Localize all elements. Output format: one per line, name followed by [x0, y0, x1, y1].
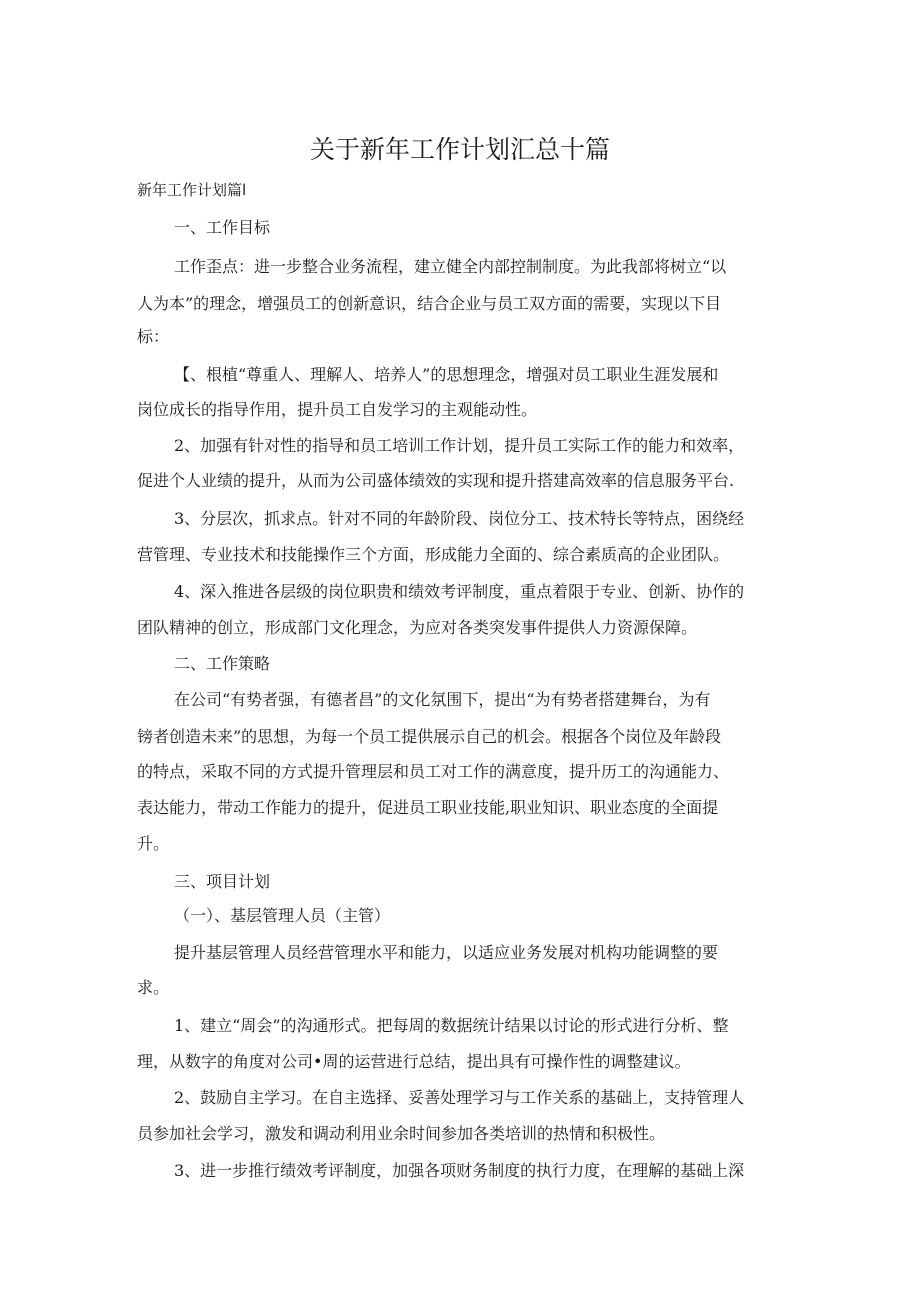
paragraph-line: 促进个人业绩的提升，从而为公司盛体绩效的实现和提升搭建高效率的信息服务平台.	[137, 471, 735, 490]
paragraph-line: 3、进一步推行绩效考评制度，加强各项财务制度的执行力度，在理解的基础上深	[174, 1161, 745, 1180]
paragraph-line: 2、鼓励自主学习。在自主选择、妥善处理学习与工作关系的基础上，支持管理人	[174, 1088, 745, 1107]
section-heading-strategy: 二、工作策略	[174, 654, 271, 673]
document-title: 关于新年工作计划汇总十篇	[309, 135, 610, 164]
paragraph-line: 求。	[137, 978, 170, 997]
paragraph-line: 提升基层管理人员经营管理水平和能力，以适应业务发展对机构功能调整的要	[174, 943, 719, 962]
subsection-heading: （一）、基层管理人员（主管）	[174, 906, 391, 925]
paragraph-line: 升。	[137, 834, 170, 853]
paragraph-line: 的特点，采取不同的方式提升管理层和员工对工作的满意度，提升历工的沟通能力、	[137, 762, 730, 781]
section-heading-goals: 一、工作目标	[174, 218, 271, 237]
paragraph-line: 营管理、专业技术和技能操作三个方面，形成能力全面的、综合素质高的企业团队。	[137, 545, 730, 564]
paragraph-line: 标：	[137, 327, 170, 346]
paragraph-line: 在公司“有势者强，有德者昌”的文化氛围下，提出“为有势者搭建舞台，为有	[174, 690, 711, 709]
paragraph-line: 3、分层次，抓求点。针对不同的年龄阶段、岗位分工、技术特长等特点，困绕经	[174, 509, 745, 528]
paragraph-line: 岗位成长的指导作用，提升员工自发学习的主观能动性。	[137, 400, 538, 419]
paragraph-line: 员参加社会学习，激发和调动利用业余时间参加各类培训的热情和积极性。	[137, 1124, 666, 1143]
paragraph-line: 人为本”的理念，增强员工的创新意识，结合企业与员工双方面的需要，实现以下目	[137, 294, 722, 313]
paragraph-line: 镑者创造未来”的思想，为每一个员工提供展示自己的机会。根据各个岗位及年龄段	[137, 727, 722, 746]
paragraph-line: 工作歪点：进一步整合业务流程，建立健全内部控制制度。为此我部将树立“以	[174, 257, 727, 276]
paragraph-line: 团队精神的创立，形成部门文化理念，为应对各类突发事件提供人力资源保障。	[137, 618, 698, 637]
paragraph-line: 理，从数字的角度对公司•周的运营进行总结，提出具有可操作性的调整建议。	[137, 1052, 691, 1071]
paragraph-line: 表达能力，带动工作能力的提升，促进员工职业技能,职业知识、职业态度的全面提	[137, 798, 719, 817]
paragraph-line: 4、深入推进各层级的岗位职贵和绩效考评制度，重点着限于专业、创新、协作的	[174, 582, 745, 601]
paragraph-line: 1、建立“周会”的沟通形式。把每周的数据统计结果以讨论的形式进行分析、整	[174, 1016, 729, 1035]
paragraph-line: 【、根植“尊重人、理解人、培养人”的思想理念，增强对员工职业生涯发展和	[174, 365, 719, 384]
paragraph-line: 2、加强有针对性的指导和员工培训工作计划，提升员工实际工作的能力和效率，	[174, 436, 745, 455]
section-heading-projects: 三、项目计划	[174, 872, 271, 891]
document-subtitle: 新年工作计划篇l	[137, 181, 247, 199]
